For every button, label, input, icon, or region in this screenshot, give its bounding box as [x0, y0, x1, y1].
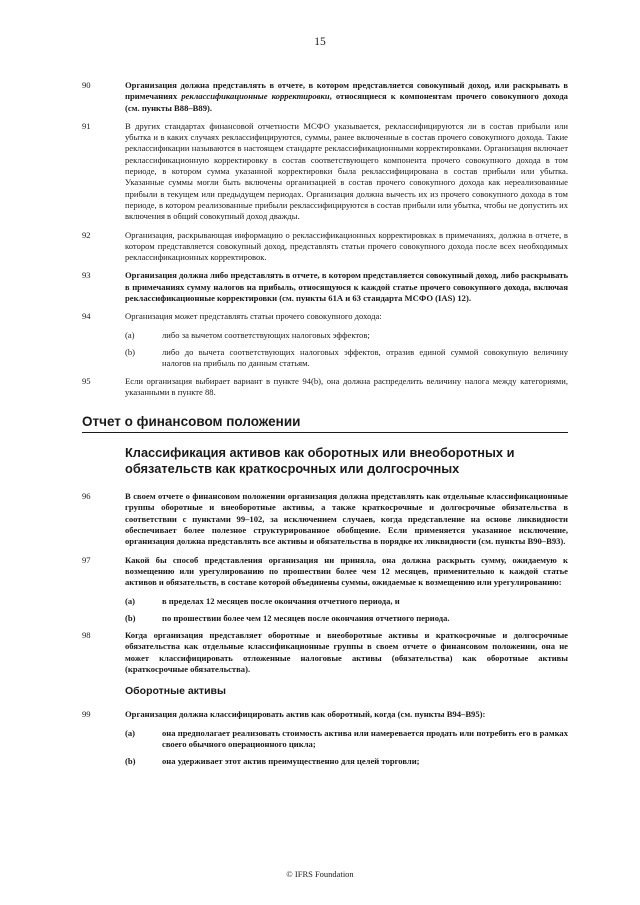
paragraph-number: 98 — [82, 630, 91, 641]
paragraph — [82, 555, 568, 589]
paragraph-text-segment: , относящиеся к компонентам прочего совокупного дохода (см. пункты B88–B89). — [125, 91, 568, 113]
paragraph — [82, 630, 568, 675]
list-item — [125, 596, 568, 607]
footer-copyright: © IFRS Foundation — [286, 869, 354, 879]
paragraph — [82, 491, 568, 547]
paragraph-number: 93 — [82, 270, 91, 281]
list-item-text: либо до вычета соответствующих налоговых эффектов, отразив единой суммой совокупную величину налогов на прибыль по данным статьям. — [162, 346, 568, 369]
page-number: 15 — [314, 36, 326, 48]
paragraph — [82, 376, 568, 399]
list-item-text: по прошествии более чем 12 месяцев после окончания отчетного периода. — [162, 612, 450, 623]
list-item — [125, 756, 568, 767]
list-item-text: либо за вычетом соответствующих налоговых эффектов; — [162, 329, 370, 340]
list-item — [125, 347, 568, 370]
paragraph-number: 90 — [82, 80, 91, 90]
paragraph-number: 96 — [82, 491, 91, 502]
paragraph — [82, 270, 568, 304]
list-item-text: она предполагает реализовать стоимость актива или намеревается продать или потребить его в рамках своего обычного операционного цикла; — [162, 727, 568, 749]
paragraph-number: 92 — [82, 229, 91, 240]
list-item-label: (a) — [125, 329, 135, 340]
paragraph — [82, 230, 568, 264]
list-item-label: (b) — [125, 612, 136, 623]
paragraph-text: Организация, раскрывающая информацию о реклассификационных корректировках в примечаниях, должна в отчете, в котором представляется совокупный доход, представлять статьи прочего совокупного дохода после всех необходимых реклассификационных корректировок. — [125, 229, 568, 263]
list-item — [125, 613, 568, 624]
paragraphs-bottom — [82, 709, 568, 767]
paragraph — [82, 121, 568, 223]
paragraph-text: В своем отчете о финансовом положении организация должна представлять как отдельные классификационные группы оборотные и внеоборотные активы, а также краткосрочные и долгосрочные обязательства в соответствии с пунктами 99–102, за исключением случаев, когда представление на основе ликвидности обеспечивает более полезное структурированное обобщение. Если применяется указанное исключение, организация должна представлять все активы и обязательства в порядке их ликвидности (см. пункты B90–B93). — [125, 491, 568, 547]
paragraph-text: В других стандартах финансовой отчетности МСФО указывается, реклассифицируются ли в состав прибыли или убытка и в каких случаях реклассифицируются, суммы, ранее включенные в состав прочего совокупного дохода. Такие реклассификации называются в настоящем стандарте реклассификационными корректировками. Организация включает реклассификационную корректировку в состав соответствующего компонента прочего совокупного дохода в том периоде, в котором сумма указанной корректировки была реклассифицирована в состав прибыли или убытка. Указанные суммы могли быть включены организацией в состав прочего совокупного дохода как нереализованные прибыли в текущем или предыдущем периодах. Организация должна вычесть их из прочего совокупного дохода в том периоде, в котором реализованные прибыли реклассифицируются в состав прибыли или убытка, чтобы не допустить их включения в общий совокупный доход дважды. — [125, 120, 568, 222]
list-item-text: в пределах 12 месяцев после окончания отчетного периода, и — [162, 595, 400, 606]
paragraph-text: Организация должна либо представлять в отчете, в котором представляется совокупный доход, либо раскрывать в примечаниях сумму налогов на прибыль, относящуюся к каждой статье прочего совокупного дохода, включая реклассификационные корректировки (см. пункты 61А и 63 стандарта МСФО (IAS) 12). — [125, 270, 568, 304]
list-item-label: (a) — [125, 727, 136, 738]
document-body — [82, 80, 568, 773]
paragraph-text: Когда организация представляет оборотные и внеоборотные активы и краткосрочные и долгосрочные обязательства как отдельные классификационные группы в своем отчете о финансовом положении, она не может классифицировать отложенные налоговые активы (обязательства) как оборотные активы (краткосрочные обязательства). — [125, 630, 568, 674]
paragraphs-top — [82, 80, 568, 398]
list-item-text: она удерживает этот актив преимущественно для целей торговли; — [162, 756, 420, 767]
paragraph — [82, 709, 568, 720]
paragraph-text: Организация должна классифицировать актив как оборотный, когда (см. пункты B94–B95): — [125, 709, 486, 720]
paragraph-text-segment: реклассификационные корректировки — [181, 91, 330, 102]
paragraph — [82, 80, 568, 114]
paragraph — [82, 311, 568, 322]
paragraphs-mid — [82, 491, 568, 675]
paragraph-number: 91 — [82, 120, 91, 131]
paragraph-number: 95 — [82, 375, 91, 386]
section-heading: Отчет о финансовом положении — [82, 414, 568, 433]
paragraph-number: 97 — [82, 554, 91, 565]
list-item — [125, 728, 568, 751]
paragraph-text: Организация может представлять статьи прочего совокупного дохода: — [125, 311, 382, 322]
paragraph-number: 99 — [82, 709, 91, 720]
paragraph-text — [125, 80, 568, 114]
minor-heading: Оборотные активы — [125, 685, 226, 698]
paragraph-text: Какой бы способ представления организация ни приняла, она должна раскрыть сумму, ожидаемую к возмещению или урегулированию по прошествии более чем 12 месяцев, применительно к каждой статье активов и обязательств, в составе которой объединены суммы, ожидаемые к возмещению или урегулированию: — [125, 554, 568, 588]
sub-heading: Классификация активов как оборотных или внеоборотных и обязательств как краткосрочных или долгосрочных — [125, 445, 515, 477]
list-item-label: (b) — [125, 346, 136, 357]
list-item-label: (a) — [125, 595, 136, 606]
paragraph-text: Если организация выбирает вариант в пункте 94(b), она должна распределить величину налога между категориями, указанными в пункте 88. — [125, 375, 568, 397]
paragraph-text-segment: Организация должна представлять в отчете, в котором представляется совокупный доход, или раскрывать в примечаниях — [125, 80, 568, 102]
paragraph-number: 94 — [82, 311, 91, 322]
list-item — [125, 330, 568, 341]
list-item-label: (b) — [125, 756, 136, 767]
